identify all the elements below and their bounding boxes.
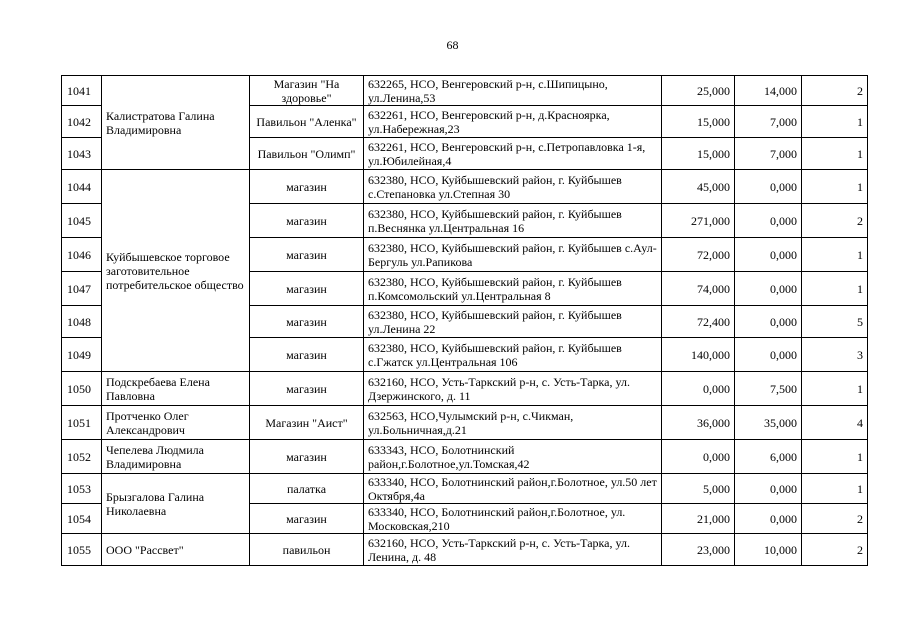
object-type: магазин xyxy=(250,338,364,372)
owner-name: Подскребаева Елена Павловна xyxy=(102,372,250,406)
value-3: 5 xyxy=(802,306,868,338)
row-number: 1045 xyxy=(62,204,102,238)
table-body xyxy=(62,76,868,566)
value-3: 1 xyxy=(802,272,868,306)
value-2: 0,000 xyxy=(735,306,802,338)
value-1: 15,000 xyxy=(662,138,735,170)
value-2: 7,500 xyxy=(735,372,802,406)
value-1: 72,000 xyxy=(662,238,735,272)
object-type: палатка xyxy=(250,474,364,504)
address: 632380, НСО, Куйбышевский район, г. Куйбышев п.Веснянка ул.Центральная 16 xyxy=(364,204,662,238)
owner-name: Чепелева Людмила Владимировна xyxy=(102,440,250,474)
value-1: 0,000 xyxy=(662,372,735,406)
row-number: 1051 xyxy=(62,406,102,440)
value-1: 271,000 xyxy=(662,204,735,238)
owner-name: Брызгалова Галина Николаевна xyxy=(102,474,250,534)
row-number: 1046 xyxy=(62,238,102,272)
table-row xyxy=(62,76,868,106)
owner-name: Куйбышевское торговое заготовительное потребительское общество xyxy=(102,170,250,372)
value-3: 4 xyxy=(802,406,868,440)
value-2: 0,000 xyxy=(735,474,802,504)
row-number: 1052 xyxy=(62,440,102,474)
row-number: 1049 xyxy=(62,338,102,372)
value-2: 14,000 xyxy=(735,76,802,106)
object-type: магазин xyxy=(250,504,364,534)
row-number: 1053 xyxy=(62,474,102,504)
address: 633340, НСО, Болотнинский район,г.Болотное, ул.50 лет Октября,4а xyxy=(364,474,662,504)
table-row xyxy=(62,440,868,474)
object-type: магазин xyxy=(250,238,364,272)
value-2: 7,000 xyxy=(735,138,802,170)
row-number: 1042 xyxy=(62,106,102,138)
value-1: 21,000 xyxy=(662,504,735,534)
value-3: 2 xyxy=(802,534,868,566)
table-row xyxy=(62,406,868,440)
value-3: 1 xyxy=(802,138,868,170)
row-number: 1047 xyxy=(62,272,102,306)
value-1: 23,000 xyxy=(662,534,735,566)
value-1: 15,000 xyxy=(662,106,735,138)
value-3: 2 xyxy=(802,504,868,534)
value-3: 2 xyxy=(802,76,868,106)
table-row xyxy=(62,474,868,504)
value-1: 45,000 xyxy=(662,170,735,204)
registry-table xyxy=(61,75,868,566)
page-number: 68 xyxy=(446,38,459,52)
value-3: 1 xyxy=(802,238,868,272)
object-type: Магазин "На здоровье" xyxy=(250,76,364,106)
value-3: 1 xyxy=(802,474,868,504)
object-type: павильон xyxy=(250,534,364,566)
value-1: 72,400 xyxy=(662,306,735,338)
object-type: Павильон "Аленка" xyxy=(250,106,364,138)
owner-name: Протченко Олег Александрович xyxy=(102,406,250,440)
value-3: 1 xyxy=(802,106,868,138)
value-3: 2 xyxy=(802,204,868,238)
value-1: 0,000 xyxy=(662,440,735,474)
value-1: 5,000 xyxy=(662,474,735,504)
value-2: 0,000 xyxy=(735,272,802,306)
value-2: 0,000 xyxy=(735,338,802,372)
table-row xyxy=(62,170,868,204)
address: 632261, НСО, Венгеровский р-н, д.Красноярка, ул.Набережная,23 xyxy=(364,106,662,138)
value-2: 10,000 xyxy=(735,534,802,566)
address: 633343, НСО, Болотнинский район,г.Болотное,ул.Томская,42 xyxy=(364,440,662,474)
row-number: 1043 xyxy=(62,138,102,170)
object-type: Магазин "Аист" xyxy=(250,406,364,440)
table-row xyxy=(62,372,868,406)
value-1: 140,000 xyxy=(662,338,735,372)
address: 632261, НСО, Венгеровский р-н, с.Петропавловка 1-я, ул.Юбилейная,4 xyxy=(364,138,662,170)
value-2: 0,000 xyxy=(735,170,802,204)
table-row xyxy=(62,534,868,566)
address: 633340, НСО, Болотнинский район,г.Болотное, ул. Московская,210 xyxy=(364,504,662,534)
object-type: магазин xyxy=(250,372,364,406)
value-2: 7,000 xyxy=(735,106,802,138)
object-type: магазин xyxy=(250,440,364,474)
address: 632380, НСО, Куйбышевский район, г. Куйбышев с.Аул-Бергуль ул.Рапикова xyxy=(364,238,662,272)
value-3: 1 xyxy=(802,170,868,204)
row-number: 1041 xyxy=(62,76,102,106)
object-type: Павильон "Олимп" xyxy=(250,138,364,170)
object-type: магазин xyxy=(250,204,364,238)
row-number: 1048 xyxy=(62,306,102,338)
value-2: 35,000 xyxy=(735,406,802,440)
object-type: магазин xyxy=(250,272,364,306)
row-number: 1055 xyxy=(62,534,102,566)
address: 632160, НСО, Усть-Таркский р-н, с. Усть-Тарка, ул. Ленина, д. 48 xyxy=(364,534,662,566)
address: 632380, НСО, Куйбышевский район, г. Куйбышев п.Комсомольский ул.Центральная 8 xyxy=(364,272,662,306)
address: 632160, НСО, Усть-Таркский р-н, с. Усть-Тарка, ул. Дзержинского, д. 11 xyxy=(364,372,662,406)
value-1: 36,000 xyxy=(662,406,735,440)
object-type: магазин xyxy=(250,170,364,204)
value-3: 1 xyxy=(802,440,868,474)
value-3: 3 xyxy=(802,338,868,372)
value-2: 0,000 xyxy=(735,504,802,534)
value-2: 0,000 xyxy=(735,238,802,272)
address: 632380, НСО, Куйбышевский район, г. Куйбышев с.Гжатск ул.Центральная 106 xyxy=(364,338,662,372)
value-3: 1 xyxy=(802,372,868,406)
value-2: 6,000 xyxy=(735,440,802,474)
value-1: 25,000 xyxy=(662,76,735,106)
value-2: 0,000 xyxy=(735,204,802,238)
owner-name: ООО "Рассвет" xyxy=(102,534,250,566)
address: 632563, НСО,Чулымский р-н, с.Чикман, ул.Больничная,д.21 xyxy=(364,406,662,440)
row-number: 1044 xyxy=(62,170,102,204)
row-number: 1054 xyxy=(62,504,102,534)
value-1: 74,000 xyxy=(662,272,735,306)
address: 632265, НСО, Венгеровский р-н, с.Шипицыно, ул.Ленина,53 xyxy=(364,76,662,106)
row-number: 1050 xyxy=(62,372,102,406)
address: 632380, НСО, Куйбышевский район, г. Куйбышев ул.Ленина 22 xyxy=(364,306,662,338)
object-type: магазин xyxy=(250,306,364,338)
address: 632380, НСО, Куйбышевский район, г. Куйбышев с.Степановка ул.Степная 30 xyxy=(364,170,662,204)
owner-name: Калистратова Галина Владимировна xyxy=(102,76,250,170)
